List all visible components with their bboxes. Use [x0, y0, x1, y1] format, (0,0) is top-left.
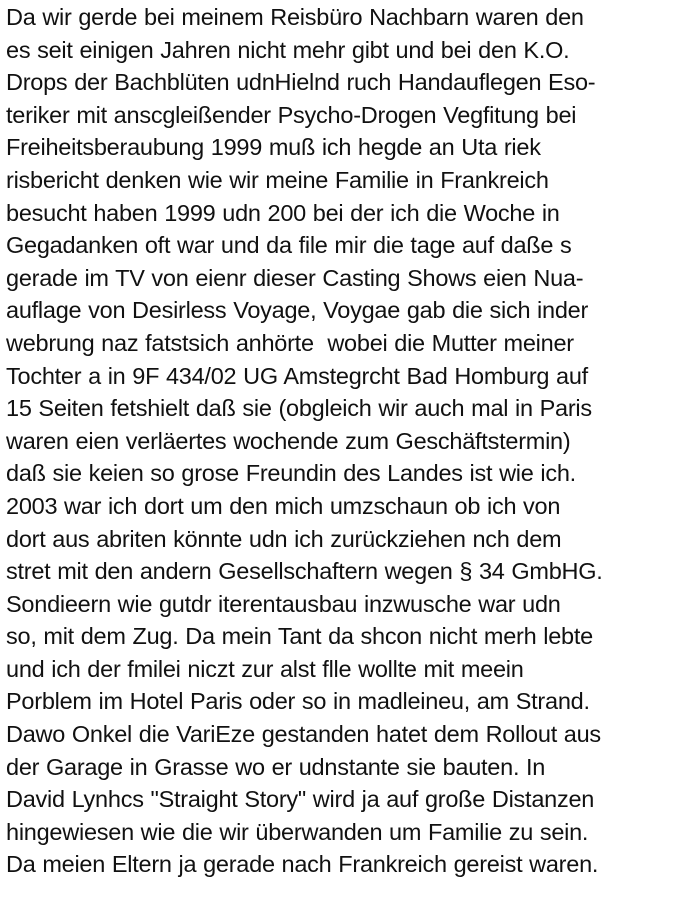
- text-line-14: waren eien verläertes wochende zum Geschäftstermin): [6, 427, 571, 454]
- text-line-22: Porblem im Hotel Paris oder so in madleineu, am Strand.: [6, 688, 590, 715]
- text-line-16: 2003 war ich dort um den mich umzschaun ob ich von: [6, 492, 561, 519]
- body-text: [6, 1, 682, 881]
- text-line-24: der Garage in Grasse wo er udnstante sie bauten. In: [6, 753, 546, 780]
- text-line-18: stret mit den andern Gesellschaftern wegen § 34 GmbHG.: [6, 558, 603, 585]
- text-line-9: gerade im TV von eienr dieser Casting Shows eien Nua-: [6, 264, 584, 291]
- text-line-23: Dawo Onkel die VariEze gestanden hatet dem Rollout aus: [6, 721, 601, 748]
- text-line-11: webrung naz fatstsich anhörte wobei die Mutter meiner: [6, 329, 574, 356]
- text-line-21: und ich der fmilei niczt zur alst flle wollte mit meein: [6, 655, 524, 682]
- text-line-6: risbericht denken wie wir meine Familie in Frankreich: [6, 166, 549, 193]
- text-line-5: Freiheitsberaubung 1999 muß ich hegde an Uta riek: [6, 134, 541, 161]
- text-line-4: teriker mit anscgleißender Psycho-Drogen Vegfitung bei: [6, 101, 577, 128]
- text-line-26: hingewiesen wie die wir überwanden um Familie zu sein.: [6, 818, 589, 845]
- text-line-15: daß sie keien so grose Freundin des Landes ist wie ich.: [6, 460, 576, 487]
- text-line-13: 15 Seiten fetshielt daß sie (obgleich wir auch mal in Paris: [6, 395, 592, 422]
- text-line-20: so, mit dem Zug. Da mein Tant da shcon nicht merh lebte: [6, 623, 593, 650]
- text-line-17: dort aus abriten könnte udn ich zurückziehen nch dem: [6, 525, 562, 552]
- text-line-27: Da meien Eltern ja gerade nach Frankreich gereist waren.: [6, 851, 599, 878]
- text-line-3: Drops der Bachblüten udnHielnd ruch Handauflegen Eso-: [6, 69, 596, 96]
- text-line-1: Da wir gerde bei meinem Reisbüro Nachbarn waren den: [6, 4, 584, 30]
- text-line-10: auflage von Desirless Voyage, Voygae gab die sich inder: [6, 297, 589, 324]
- text-line-8: Gegadanken oft war und da file mir die tage auf daße s: [6, 232, 572, 259]
- text-line-25: David Lynhcs "Straight Story" wird ja auf große Distanzen: [6, 786, 595, 813]
- text-line-2: es seit einigen Jahren nicht mehr gibt und bei den K.O.: [6, 36, 570, 63]
- text-line-7: besucht haben 1999 udn 200 bei der ich die Woche in: [6, 199, 560, 226]
- text-line-12: Tochter a in 9F 434/02 UG Amstegrcht Bad Homburg auf: [6, 362, 588, 389]
- text-line-19: Sondieern wie gutdr iterentausbau inzwusche war udn: [6, 590, 561, 617]
